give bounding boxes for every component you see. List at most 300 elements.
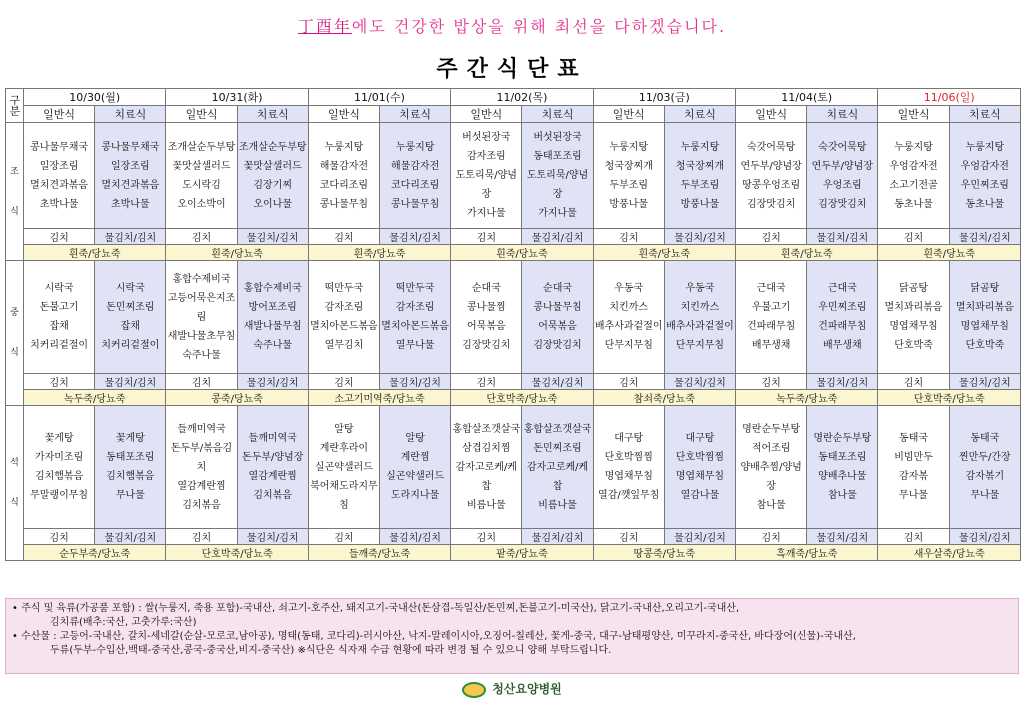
dish-item: 김치햄볶음 — [106, 471, 155, 482]
dish-item: 새발나물무침 — [243, 321, 302, 332]
general-diet-header: 일반식 — [736, 106, 807, 123]
porridge-cell: 단호박죽/당뇨죽 — [878, 390, 1021, 406]
kimchi-cell: 물김치/김치 — [949, 374, 1020, 390]
dish-item: 열무나물 — [395, 340, 435, 351]
therapy-diet-header: 치료식 — [522, 106, 593, 123]
dish-item: 어묵볶음 — [467, 321, 506, 332]
kimchi-cell: 김치 — [736, 229, 807, 245]
dish-item: 멸치견과볶음 — [30, 179, 89, 191]
general-diet-header: 일반식 — [166, 106, 237, 123]
therapy-diet-header: 치료식 — [949, 106, 1020, 123]
meal-type-row — [6, 106, 1021, 123]
general-dishes — [24, 261, 95, 374]
kimchi-cell: 물김치/김치 — [664, 529, 735, 545]
day-header: 11/04(토) — [736, 89, 878, 106]
dish-item: 멸치꽈리볶음 — [955, 302, 1014, 313]
therapy-dishes — [807, 261, 878, 374]
porridge-cell: 단호박죽/당뇨죽 — [166, 545, 308, 561]
day-header: 11/01(수) — [308, 89, 450, 106]
dish-item: 감자볶 — [899, 471, 929, 482]
dish-item: 돈불고기 — [39, 302, 79, 313]
dish-item: 가지나물 — [538, 208, 577, 219]
dish-item: 고등어묵은지조 — [167, 292, 236, 304]
dish-item: 찹 — [481, 480, 492, 492]
therapy-diet-header: 치료식 — [237, 106, 308, 123]
dish-item: 우동국 — [614, 283, 644, 294]
dish-item: 콩나물무채국 — [30, 141, 89, 153]
day-header-row — [6, 89, 1021, 106]
dish-item: 양배추찜/양념 — [740, 461, 802, 473]
dish-item: 멸치견과볶음 — [101, 179, 160, 191]
general-dishes — [593, 261, 664, 374]
therapy-diet-header: 치료식 — [95, 106, 166, 123]
kimchi-cell: 물김치/김치 — [95, 529, 166, 545]
dish-item: 무나물 — [970, 490, 1000, 501]
dish-item: 돈두부/양념장 — [242, 452, 304, 463]
dish-item: 단호박죽 — [965, 340, 1005, 351]
dish-item: 단호박찜찜 — [675, 452, 725, 463]
dish-item: 열감/깻잎무침 — [598, 490, 660, 501]
porridge-row — [6, 390, 1021, 406]
dish-item: 단무지무침 — [675, 340, 725, 351]
porridge-row — [6, 245, 1021, 261]
dish-item: 멸치꽈리볶음 — [884, 302, 943, 313]
dish-item: 단호박찜찜 — [604, 452, 653, 463]
general-diet-header: 일반식 — [451, 106, 522, 123]
therapy-dishes — [949, 123, 1020, 229]
dish-item: 대구탕 — [614, 433, 644, 444]
porridge-row — [6, 545, 1021, 561]
dish-item: 오이나물 — [253, 198, 293, 210]
dish-item: 명란순두부탕 — [742, 423, 801, 435]
meal-label — [6, 123, 24, 261]
general-dishes — [736, 123, 807, 229]
dish-item: 방어포조림 — [248, 302, 297, 313]
dish-item: 콩나물무침 — [533, 302, 582, 313]
dish-item: 김치햄볶음 — [34, 471, 84, 482]
kimchi-cell: 김치 — [166, 374, 237, 390]
hospital-footer — [0, 680, 1024, 698]
dish-item: 명엽채무침 — [675, 471, 725, 482]
meal-row — [6, 406, 1021, 529]
general-diet-header: 일반식 — [24, 106, 95, 123]
dish-item: 찐만두/간장 — [958, 452, 1011, 463]
dish-item: 꽃게탕 — [44, 433, 74, 444]
meal-label — [6, 406, 24, 561]
dish-item: 김치볶음 — [182, 499, 221, 511]
dish-item: 배무생채 — [823, 340, 862, 351]
dish-item: 열감나물 — [680, 490, 720, 501]
note-line: • 주식 및 육류(가공품 포함) : 쌀(누룽지, 죽용 포함)-국내산, 쇠고기-호주산, 돼지고기-국내산(돈삼겹-독일산/돈민찌,돈불고기-미국산), 닭고기-국내산,오리고기-국내산, — [12, 603, 740, 614]
dish-item: 들깨미역국 — [248, 433, 297, 444]
menu-table — [5, 88, 1021, 561]
dish-item: 누룽지탕 — [324, 141, 364, 153]
dish-item: 침 — [339, 499, 349, 511]
slogan-year: 丁酉年 — [297, 17, 352, 36]
general-diet-header: 일반식 — [308, 106, 379, 123]
dish-item: 삼겹김치찜 — [462, 442, 511, 454]
dish-item: 땅콩우엉조림 — [742, 179, 801, 191]
porridge-cell: 흰죽/당뇨죽 — [593, 245, 735, 261]
dish-item: 버섯된장국 — [533, 132, 582, 143]
kimchi-cell: 김치 — [166, 529, 237, 545]
kimchi-cell: 김치 — [593, 229, 664, 245]
kimchi-row — [6, 374, 1021, 390]
kimchi-cell: 물김치/김치 — [949, 529, 1020, 545]
dish-item: 배추사과겉절이 — [666, 321, 734, 332]
dish-item: 가자미조림 — [34, 452, 84, 463]
dish-item: 홍합수제비국 — [243, 283, 302, 294]
general-dishes — [308, 406, 379, 529]
page-title: 주간식단표 — [436, 57, 588, 82]
dish-item: 시락국 — [44, 283, 74, 294]
dish-item: 건파래무침 — [818, 321, 867, 332]
dish-item: 시락국 — [115, 283, 145, 294]
dish-item: 참나물 — [827, 490, 857, 501]
kimchi-cell: 물김치/김치 — [237, 374, 308, 390]
dish-item: 림 — [196, 311, 207, 323]
dish-item: 멸치아몬드볶음 — [310, 321, 378, 332]
therapy-dishes — [380, 406, 451, 529]
dish-item: 동태포조림 — [106, 452, 155, 463]
meal-label — [6, 261, 24, 406]
dish-item: 닭곰탕 — [970, 283, 1000, 294]
therapy-dishes — [522, 406, 593, 529]
therapy-dishes — [664, 123, 735, 229]
dish-item: 오이소박이 — [177, 198, 226, 210]
dish-item: 버섯된장국 — [462, 132, 511, 143]
dish-item: 치킨까스 — [680, 302, 720, 313]
general-dishes — [878, 123, 949, 229]
porridge-cell: 흰죽/당뇨죽 — [24, 245, 166, 261]
dish-item: 초박나물 — [39, 198, 79, 210]
dish-item: 청국장찌개 — [675, 160, 725, 172]
dish-item: 누룽지탕 — [894, 141, 933, 153]
day-header: 11/03(금) — [593, 89, 735, 106]
dish-item: 실곤약샐러드 — [386, 471, 445, 482]
kimchi-cell: 물김치/김치 — [237, 229, 308, 245]
day-header: 11/02(목) — [451, 89, 593, 106]
kimchi-cell: 김치 — [593, 529, 664, 545]
dish-item: 가지나물 — [467, 208, 506, 219]
dish-item: 연두부/양념장 — [811, 160, 873, 172]
dish-item: 숙주나물 — [182, 349, 221, 361]
dish-item: 돈민찌조림 — [106, 302, 155, 313]
general-dishes — [24, 406, 95, 529]
kimchi-cell: 물김치/김치 — [380, 229, 451, 245]
dish-item: 조개살순두부탕 — [238, 141, 307, 153]
dish-item: 잡채 — [49, 321, 69, 332]
dish-item: 콩나물무침 — [319, 198, 369, 210]
dish-item: 계란찜 — [400, 452, 430, 463]
dish-item: 장 — [481, 189, 492, 200]
dish-item: 대구탕 — [685, 433, 715, 444]
dish-item: 무나물 — [899, 490, 929, 501]
porridge-cell: 흰죽/당뇨죽 — [451, 245, 593, 261]
dish-item: 치커리겉절이 — [30, 340, 89, 351]
dish-item: 동태포조림 — [818, 452, 867, 463]
dish-item: 누룽지탕 — [680, 141, 720, 153]
kimchi-cell: 물김치/김치 — [95, 229, 166, 245]
dish-item: 장 — [552, 189, 563, 200]
dish-item: 비빔만두 — [894, 452, 933, 463]
dish-item: 돈두부/볶음김 — [170, 442, 233, 454]
kimchi-cell: 물김치/김치 — [95, 374, 166, 390]
therapy-dishes — [380, 123, 451, 229]
dish-item: 방풍나물 — [609, 198, 649, 210]
kimchi-cell: 물김치/김치 — [237, 529, 308, 545]
general-dishes — [166, 123, 237, 229]
dish-item: 콩나물찜 — [467, 302, 506, 313]
porridge-cell: 땅콩죽/당뇨죽 — [593, 545, 735, 561]
meal-label-text: 조식 — [10, 166, 19, 217]
dish-item: 콩나물무침 — [390, 198, 440, 210]
dish-item: 떡만두국 — [324, 283, 364, 294]
dish-item: 순대국 — [471, 283, 501, 294]
dish-item: 열무김치 — [324, 340, 364, 351]
dish-item: 두부조림 — [609, 179, 649, 191]
dish-item: 명엽채무침 — [604, 471, 653, 482]
dish-item: 북어채도라지무 — [310, 480, 378, 492]
dish-item: 비름나물 — [467, 499, 506, 511]
dish-item: 김장맛김치 — [746, 198, 796, 210]
porridge-cell: 단호박죽/당뇨죽 — [451, 390, 593, 406]
general-dishes — [593, 406, 664, 529]
dish-item: 감자고로케/케 — [526, 461, 589, 473]
porridge-cell: 흰죽/당뇨죽 — [308, 245, 450, 261]
dish-item: 명엽채무침 — [960, 321, 1009, 332]
dish-item: 조개살순두부탕 — [167, 141, 236, 153]
dish-item: 동태국 — [899, 433, 929, 444]
meal-label-text: 중식 — [10, 308, 19, 358]
dish-item: 열감계란찜 — [177, 480, 226, 492]
general-dishes — [308, 261, 379, 374]
dish-item: 누룽지탕 — [965, 141, 1005, 153]
kimchi-cell: 김치 — [736, 374, 807, 390]
kimchi-cell: 김치 — [166, 229, 237, 245]
dish-item: 코다리조림 — [319, 179, 369, 191]
porridge-cell: 들깨죽/당뇨죽 — [308, 545, 450, 561]
dish-item: 근대국 — [827, 283, 857, 294]
dish-item: 참나물 — [756, 499, 786, 511]
dish-item: 김장기찌 — [253, 179, 293, 191]
general-dishes — [451, 406, 522, 529]
porridge-cell: 흰죽/당뇨죽 — [878, 245, 1021, 261]
kimchi-row — [6, 229, 1021, 245]
dish-item: 단호박죽 — [894, 340, 933, 351]
dish-item: 동초나물 — [894, 198, 933, 210]
kimchi-cell: 물김치/김치 — [664, 374, 735, 390]
kimchi-cell: 김치 — [308, 229, 379, 245]
kimchi-cell: 김치 — [24, 229, 95, 245]
general-dishes — [736, 406, 807, 529]
general-dishes — [593, 123, 664, 229]
dish-item: 도토리묵/양념 — [455, 170, 517, 181]
dish-item: 감자조림 — [324, 302, 364, 313]
dish-item: 우엉감자전 — [960, 160, 1009, 172]
dish-item: 우불고기 — [751, 302, 791, 313]
dish-item: 닭곰탕 — [899, 283, 929, 294]
side-header-label: 구분 — [9, 93, 21, 118]
kimchi-cell: 김치 — [308, 374, 379, 390]
dish-item: 일장조림 — [110, 160, 150, 172]
kimchi-cell: 물김치/김치 — [807, 229, 878, 245]
general-dishes — [308, 123, 379, 229]
dish-item: 명란순두부탕 — [813, 433, 872, 444]
dish-item: 떡만두국 — [395, 283, 435, 294]
dish-item: 우동국 — [685, 283, 715, 294]
kimchi-cell: 김치 — [736, 529, 807, 545]
porridge-cell: 녹두죽/당뇨죽 — [736, 390, 878, 406]
therapy-dishes — [664, 261, 735, 374]
dish-item: 동태포조림 — [533, 151, 582, 162]
note-line: • 수산물 : 고등어-국내산, 갈치-세네갈(순살-모로코,남아공), 명태(동태, 코다리)-러시아산, 낙지-말레이시아,오징어-칠레산, 꽃게-중국, 대구-남태평양산, 미꾸라지-중국산, 바다장어(신물)-국내산, — [12, 631, 856, 642]
dish-item: 숙주나물 — [253, 340, 293, 351]
dish-item: 꽃맛살샐러드 — [243, 160, 302, 172]
dish-item: 알탕 — [334, 423, 354, 435]
dish-item: 숙갓어묵탕 — [818, 141, 867, 153]
general-diet-header: 일반식 — [593, 106, 664, 123]
dish-item: 소고기전골 — [889, 179, 938, 191]
dish-item: 비름나물 — [538, 499, 577, 511]
dish-item: 도토리묵/양념 — [526, 170, 589, 181]
slogan — [0, 14, 1024, 37]
dish-item: 해물감자전 — [390, 160, 440, 172]
dish-item: 무말랭이무침 — [30, 490, 89, 501]
porridge-cell: 참쇠죽/당뇨죽 — [593, 390, 735, 406]
dish-item: 우엉조림 — [823, 179, 862, 191]
dish-item: 찹 — [552, 480, 563, 492]
dish-item: 일장조림 — [39, 160, 79, 172]
dish-item: 계란후라이 — [319, 442, 369, 454]
dish-item: 순대국 — [543, 283, 573, 294]
dish-item: 동태국 — [970, 433, 1000, 444]
porridge-cell: 흰죽/당뇨죽 — [736, 245, 878, 261]
hospital-name: 청산요양병원 — [492, 682, 562, 696]
therapy-dishes — [807, 123, 878, 229]
general-dishes — [166, 406, 237, 529]
dish-item: 우엉감자전 — [889, 160, 938, 172]
therapy-dishes — [664, 406, 735, 529]
porridge-cell: 팥죽/당뇨죽 — [451, 545, 593, 561]
dish-item: 도시락김 — [182, 179, 221, 191]
kimchi-cell: 김치 — [451, 374, 522, 390]
kimchi-cell: 물김치/김치 — [380, 374, 451, 390]
kimchi-cell: 물김치/김치 — [380, 529, 451, 545]
therapy-dishes — [95, 406, 166, 529]
day-header-sunday: 11/06(일) — [878, 89, 1021, 106]
kimchi-cell: 물김치/김치 — [949, 229, 1020, 245]
therapy-dishes — [807, 406, 878, 529]
dish-item: 어묵볶음 — [538, 321, 577, 332]
dish-item: 감자고로케/케 — [455, 461, 517, 473]
dish-item: 알탕 — [405, 433, 425, 444]
dish-item: 양배추나물 — [818, 471, 867, 482]
dish-item: 치커리겉절이 — [101, 340, 160, 351]
kimchi-cell: 김치 — [593, 374, 664, 390]
kimchi-cell: 김치 — [308, 529, 379, 545]
dish-item: 김치볶음 — [253, 490, 293, 501]
dish-item: 연두부/양념장 — [740, 160, 802, 172]
dish-item: 방풍나물 — [680, 198, 720, 210]
kimchi-cell: 김치 — [878, 529, 949, 545]
dish-item: 김장맛김치 — [533, 340, 582, 351]
therapy-dishes — [237, 123, 308, 229]
dish-item: 청국장찌개 — [604, 160, 653, 172]
therapy-diet-header: 치료식 — [807, 106, 878, 123]
dish-item: 초박나물 — [110, 198, 150, 210]
dish-item: 치 — [196, 461, 207, 473]
meal-row — [6, 123, 1021, 229]
therapy-diet-header: 치료식 — [380, 106, 451, 123]
porridge-cell: 순두부죽/당뇨죽 — [24, 545, 166, 561]
kimchi-cell: 김치 — [24, 529, 95, 545]
dish-item: 단무지무침 — [604, 340, 653, 351]
dish-item: 돈민찌조림 — [533, 442, 582, 454]
dish-item: 우민찌조림 — [818, 302, 867, 313]
day-header: 10/30(월) — [24, 89, 166, 106]
therapy-dishes — [522, 261, 593, 374]
origin-notes — [5, 598, 1019, 674]
kimchi-cell: 김치 — [451, 529, 522, 545]
porridge-cell: 녹두죽/당뇨죽 — [24, 390, 166, 406]
kimchi-cell: 물김치/김치 — [522, 529, 593, 545]
dish-item: 명엽채무침 — [889, 321, 938, 332]
dish-item: 도라지나물 — [390, 490, 440, 501]
general-dishes — [24, 123, 95, 229]
dish-item: 꽃맛살샐러드 — [172, 160, 231, 172]
therapy-dishes — [237, 261, 308, 374]
dish-item: 누룽지탕 — [609, 141, 649, 153]
menu-body — [6, 123, 1021, 561]
kimchi-cell: 물김치/김치 — [807, 374, 878, 390]
meal-label-text: 석식 — [10, 458, 19, 508]
note-line: 김치류(배추:국산, 고춧가루:국산) — [50, 617, 197, 628]
dish-item: 콩나물무채국 — [101, 141, 160, 153]
dish-item: 꽃게탕 — [115, 433, 145, 444]
porridge-cell: 흰죽/당뇨죽 — [166, 245, 308, 261]
therapy-dishes — [949, 406, 1020, 529]
dish-item: 장 — [766, 480, 776, 492]
kimchi-cell: 물김치/김치 — [522, 229, 593, 245]
dish-item: 멸치아몬드볶음 — [381, 321, 449, 332]
general-dishes — [166, 261, 237, 374]
therapy-dishes — [522, 123, 593, 229]
side-header — [6, 89, 24, 123]
dish-item: 건파래무침 — [746, 321, 796, 332]
dish-item: 무나물 — [115, 490, 145, 501]
dish-item: 누룽지탕 — [395, 141, 435, 153]
dish-item: 우민찌조림 — [960, 179, 1009, 191]
dish-item: 배무생채 — [751, 340, 791, 351]
note-line: 두류(두부-수입산,백태-중국산,콩국-중국산,비지-중국산) ※식단은 식자재 수급 현황에 따라 변경 될 수 있으니 양해 부탁드립니다. — [50, 645, 612, 656]
dish-item: 새발나물초무침 — [167, 330, 236, 342]
dish-item: 김장맛김치 — [818, 198, 867, 210]
dish-item: 감자조림 — [467, 151, 506, 162]
dish-item: 실곤약샐러드 — [314, 461, 373, 473]
day-header: 10/31(화) — [166, 89, 308, 106]
kimchi-cell: 김치 — [451, 229, 522, 245]
kimchi-cell: 김치 — [878, 374, 949, 390]
kimchi-cell: 물김치/김치 — [522, 374, 593, 390]
therapy-dishes — [95, 261, 166, 374]
porridge-cell: 새우살죽/당뇨죽 — [878, 545, 1021, 561]
dish-item: 김장맛김치 — [462, 340, 511, 351]
kimchi-cell: 물김치/김치 — [664, 229, 735, 245]
therapy-diet-header: 치료식 — [664, 106, 735, 123]
dish-item: 들깨미역국 — [177, 423, 226, 435]
therapy-dishes — [949, 261, 1020, 374]
